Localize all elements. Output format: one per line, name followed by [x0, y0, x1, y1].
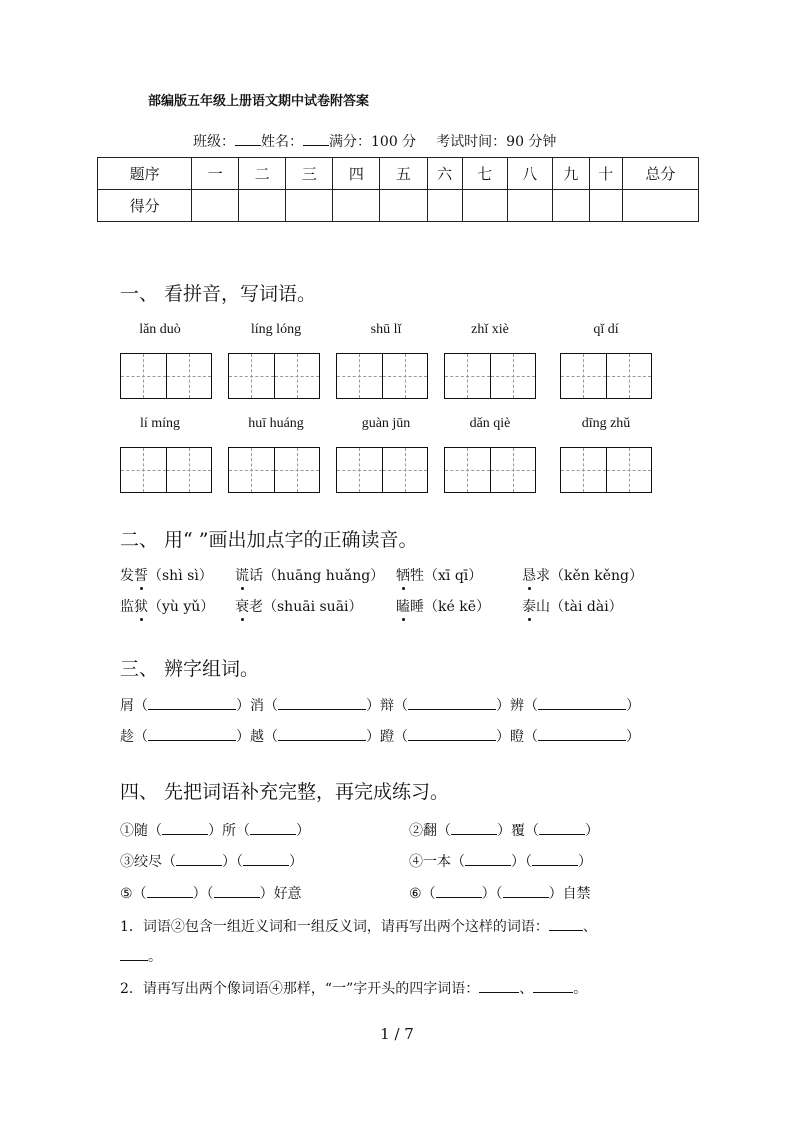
table-cell: 三: [286, 158, 333, 190]
idiom-item: ④一本（ ）（ ）: [409, 854, 592, 870]
answer-blank[interactable]: [162, 822, 208, 835]
pinyin-label: líng lóng: [250, 322, 302, 337]
section1-title: 一、 看拼音，写词语。: [120, 283, 317, 305]
pinyin-label: lǎn duò: [139, 322, 181, 337]
writing-grid[interactable]: [228, 353, 320, 399]
class-label: 班级：: [193, 134, 235, 150]
reading-item: 谎话（huāng huǎng）: [235, 565, 384, 585]
idiom-item: ⑤（ ）（ ）好意: [120, 886, 302, 902]
score-input-cell[interactable]: [333, 190, 380, 222]
table-cell: 四: [333, 158, 380, 190]
question-2: 2．请再写出两个像词语④那样，“一”字开头的四字词语： 、 。: [120, 981, 588, 997]
pinyin-label: zhǐ xiè: [471, 322, 509, 337]
score-input-cell[interactable]: [462, 190, 507, 222]
answer-blank[interactable]: [278, 728, 366, 741]
exam-info-line: [193, 131, 556, 151]
word-group-row: 屑（ ）消（ ）辩（ ）辨（ ）: [120, 698, 640, 714]
answer-blank[interactable]: [539, 822, 585, 835]
pinyin-label: dǎn qiè: [469, 416, 511, 431]
answer-blank[interactable]: [148, 697, 236, 710]
writing-grid[interactable]: [120, 353, 212, 399]
pinyin-label: dīng zhǔ: [581, 416, 631, 431]
writing-grid[interactable]: [336, 447, 428, 493]
idiom-item: ⑥（ ）（ ）自禁: [409, 886, 591, 902]
reading-options[interactable]: （tài dài）: [550, 599, 623, 615]
dotted-char: 恳: [522, 565, 536, 585]
table-cell: 得分: [98, 190, 192, 222]
score-input-cell[interactable]: [380, 190, 427, 222]
answer-blank[interactable]: [465, 853, 511, 866]
reading-options[interactable]: （xī qī）: [424, 568, 483, 584]
answer-blank[interactable]: [408, 697, 496, 710]
answer-blank[interactable]: [176, 853, 222, 866]
table-cell: 七: [462, 158, 507, 190]
idiom-item: ③绞尽（ ）（ ）: [120, 854, 303, 870]
answer-blank[interactable]: [120, 948, 148, 961]
table-cell: 一: [192, 158, 239, 190]
score-input-cell[interactable]: [192, 190, 239, 222]
writing-grid[interactable]: [336, 353, 428, 399]
exam-time: 考试时间：90 分钟: [436, 134, 557, 150]
score-table-score-row: [98, 190, 699, 222]
reading-options[interactable]: （yù yǔ）: [148, 599, 215, 615]
dotted-char: 誓: [134, 565, 148, 585]
reading-item: 恳求（kěn kěng）: [522, 565, 643, 585]
pinyin-label: qǐ dí: [593, 322, 619, 337]
writing-grid[interactable]: [444, 353, 536, 399]
reading-options[interactable]: （shì sì）: [148, 568, 213, 584]
score-input-cell[interactable]: [427, 190, 462, 222]
section4-title: 四、 先把词语补充完整，再完成练习。: [120, 781, 450, 803]
answer-blank[interactable]: [148, 728, 236, 741]
page-title: 部编版五年级上册语文期中试卷附答案: [148, 94, 370, 109]
reading-options[interactable]: （shuāi suāi）: [263, 599, 363, 615]
pinyin-label: huī huáng: [248, 416, 304, 431]
answer-blank[interactable]: [451, 822, 497, 835]
table-cell: 八: [507, 158, 552, 190]
reading-options[interactable]: （kěn kěng）: [550, 568, 643, 584]
writing-grid[interactable]: [228, 447, 320, 493]
reading-options[interactable]: （ké kē）: [424, 599, 490, 615]
answer-blank[interactable]: [243, 853, 289, 866]
reading-item: 发誓（shì sì）: [120, 565, 213, 585]
score-input-cell[interactable]: [286, 190, 333, 222]
table-cell: 六: [427, 158, 462, 190]
answer-blank[interactable]: [214, 885, 260, 898]
score-input-cell[interactable]: [507, 190, 552, 222]
score-input-cell[interactable]: [552, 190, 589, 222]
full-score: 满分：100 分: [329, 134, 417, 150]
writing-grid[interactable]: [560, 353, 652, 399]
score-table-header-row: [98, 158, 699, 190]
dotted-char: 谎: [235, 565, 249, 585]
class-blank[interactable]: [235, 133, 261, 146]
table-cell: 九: [552, 158, 589, 190]
table-cell: 总分: [622, 158, 698, 190]
writing-grid[interactable]: [560, 447, 652, 493]
writing-grid[interactable]: [120, 447, 212, 493]
question-1: 1．词语②包含一组近义词和一组反义词，请再写出两个这样的词语： 、: [120, 919, 597, 935]
dotted-char: 牺: [396, 565, 410, 585]
reading-options[interactable]: （huāng huǎng）: [263, 568, 385, 584]
writing-grid[interactable]: [444, 447, 536, 493]
question-1-continued: 。: [120, 946, 162, 966]
answer-blank[interactable]: [436, 885, 482, 898]
answer-blank[interactable]: [278, 697, 366, 710]
dotted-char: 狱: [134, 596, 148, 616]
score-input-cell[interactable]: [622, 190, 698, 222]
table-cell: 十: [589, 158, 622, 190]
dotted-char: 衰: [235, 596, 249, 616]
pinyin-label: lí míng: [139, 416, 181, 431]
reading-item: 瞌睡（ké kē）: [396, 596, 490, 616]
answer-blank[interactable]: [479, 980, 519, 993]
score-input-cell[interactable]: [589, 190, 622, 222]
answer-blank[interactable]: [408, 728, 496, 741]
score-table: [97, 157, 699, 222]
idiom-item: ②翻（ ）覆（ ）: [409, 823, 599, 839]
pinyin-label: guàn jūn: [361, 416, 411, 431]
answer-blank[interactable]: [147, 885, 193, 898]
answer-blank[interactable]: [549, 918, 583, 931]
table-cell: 二: [239, 158, 286, 190]
page-number: 1 / 7: [380, 1025, 414, 1043]
dotted-char: 瞌: [396, 596, 410, 616]
answer-blank[interactable]: [532, 853, 578, 866]
answer-blank[interactable]: [538, 728, 626, 741]
section3-title: 三、 辨字组词。: [120, 658, 260, 680]
word-group-row: 趁（ ）越（ ）蹬（ ）瞪（ ）: [120, 729, 640, 745]
pinyin-label: shū lǐ: [370, 322, 402, 337]
score-input-cell[interactable]: [239, 190, 286, 222]
dotted-char: 泰: [522, 596, 536, 616]
table-cell: 五: [380, 158, 427, 190]
section2-title: 二、 用“ ”画出加点字的正确读音。: [120, 529, 418, 551]
reading-item: 监狱（yù yǔ）: [120, 596, 214, 616]
name-blank[interactable]: [303, 133, 329, 146]
answer-blank[interactable]: [533, 980, 573, 993]
answer-blank[interactable]: [250, 822, 296, 835]
answer-blank[interactable]: [538, 697, 626, 710]
reading-item: 泰山（tài dài）: [522, 596, 623, 616]
reading-item: 牺牲（xī qī）: [396, 565, 482, 585]
table-cell: 题序: [98, 158, 192, 190]
name-label: 姓名：: [261, 134, 303, 150]
reading-item: 衰老（shuāi suāi）: [235, 596, 363, 616]
idiom-item: ①随（ ）所（ ）: [120, 823, 310, 839]
answer-blank[interactable]: [503, 885, 549, 898]
